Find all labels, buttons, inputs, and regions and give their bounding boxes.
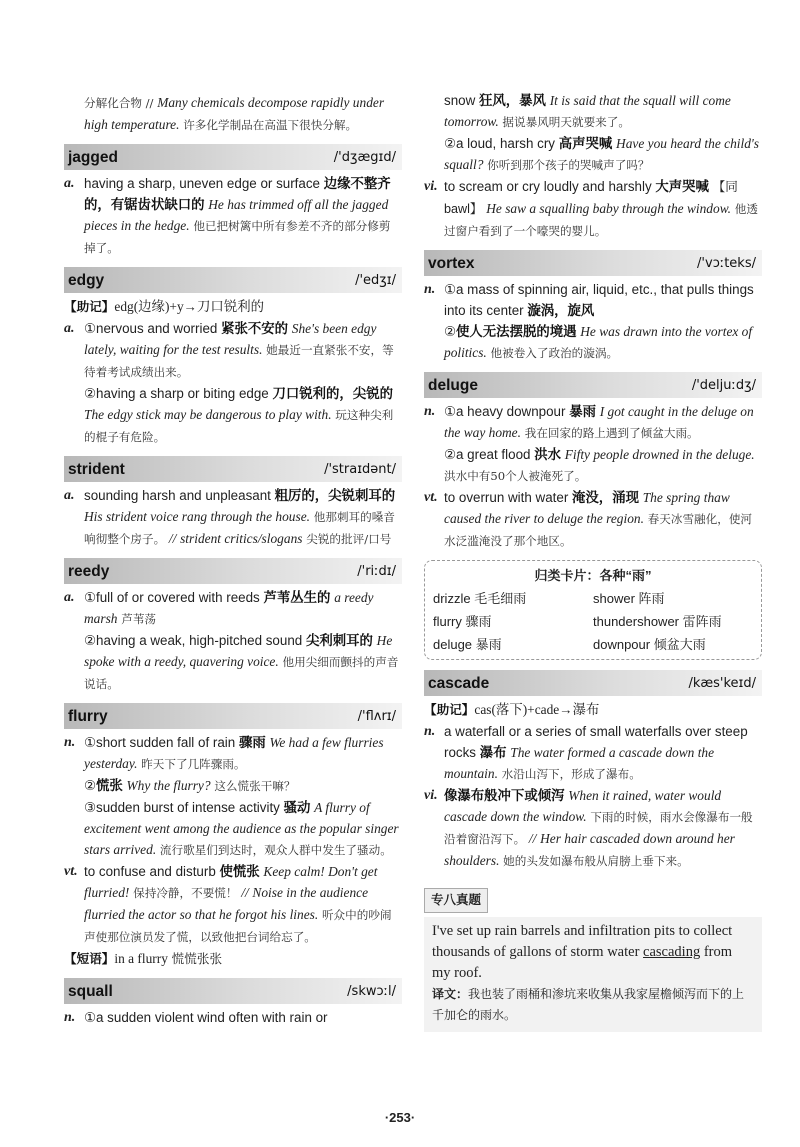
separator: // bbox=[528, 831, 537, 846]
exam-box bbox=[424, 880, 762, 1032]
chinese-meaning: 狂风，暴风 bbox=[479, 93, 546, 108]
part-of-speech: n. bbox=[424, 282, 436, 297]
headword-bar bbox=[64, 978, 402, 1004]
card-item-en: drizzle bbox=[433, 591, 471, 606]
example-translation: 他已把树篱中所有参差不齐的部分修剪掉了。 bbox=[84, 219, 391, 255]
headword-bar bbox=[64, 558, 402, 584]
translation-text: 我也装了雨桶和渗坑来收集从我家屋檐倾泻而下的上千加仑的雨水。 bbox=[432, 987, 745, 1022]
chinese-meaning: 紧张不安的 bbox=[221, 321, 289, 336]
definition: a waterfall or a series of small waterfalls over steep rocks bbox=[444, 724, 748, 760]
chinese-meaning: 瀑布 bbox=[479, 745, 507, 760]
headword: edgy bbox=[68, 272, 105, 289]
example-translation: 我在回家的路上遇到了倾盆大雨。 bbox=[524, 426, 699, 440]
separator: // bbox=[241, 885, 249, 900]
mnemonic bbox=[424, 699, 762, 721]
definition: having a sharp, uneven edge or surface bbox=[84, 176, 320, 191]
example-translation: 听众中的吵闹声使那位演员发了慌，以致他把台词给忘了。 bbox=[84, 908, 392, 944]
exam-tag: 专八真题 bbox=[424, 888, 488, 913]
phrase-tag: 【短语】 bbox=[64, 952, 115, 966]
part-of-speech: a. bbox=[64, 176, 75, 191]
card-item bbox=[593, 588, 753, 609]
example-sentence: Noise in the audience flurried the actor so that he forgot his lines. bbox=[84, 885, 369, 922]
mnemonic bbox=[64, 296, 402, 318]
example-sentence: He has trimmed off all the jagged pieces in the hedge. bbox=[84, 197, 389, 233]
mnemonic-text: cas(落下)+cade→瀑布 bbox=[474, 702, 600, 717]
chinese-meaning: 漩涡，旋风 bbox=[527, 303, 595, 318]
sense-number: ③ bbox=[84, 800, 97, 815]
entry-squall bbox=[64, 978, 402, 1028]
example-translation: 她最近一直紧张不安，等待着考试成绩出来。 bbox=[84, 343, 394, 379]
headword-bar bbox=[424, 670, 762, 696]
headword: deluge bbox=[428, 377, 478, 394]
headword-bar bbox=[64, 703, 402, 729]
phonetic: /skwɔːl/ bbox=[347, 984, 396, 999]
exam-sentence-pre: I've set up rain barrels and infiltration pits to collect thousands of gallons of storm water bbox=[432, 923, 733, 960]
definition: short sudden fall of rain bbox=[96, 735, 236, 750]
example-translation: 这么慌张干嘛？ bbox=[214, 779, 296, 793]
phonetic: /'vɔːteks/ bbox=[697, 256, 756, 271]
definition: to overrun with water bbox=[444, 490, 569, 505]
exam-underlined-word: cascading bbox=[643, 944, 701, 960]
sense-number: ① bbox=[84, 590, 97, 605]
sense-number: ② bbox=[84, 633, 97, 648]
right-column bbox=[424, 90, 762, 1032]
mnemonic-tag: 【助记】 bbox=[64, 300, 115, 314]
sense-number: ② bbox=[444, 324, 457, 339]
definition: a mass of spinning air, liquid, etc., that pulls things into its center bbox=[444, 282, 754, 318]
chinese-meaning: 暴雨 bbox=[569, 404, 596, 419]
headword: jagged bbox=[68, 149, 118, 166]
entry-deluge bbox=[424, 372, 762, 552]
chinese-meaning: 慌张 bbox=[96, 778, 123, 793]
definition: a sudden violent wind often with rain or bbox=[96, 1010, 328, 1025]
chinese-meaning: 尖利刺耳的 bbox=[305, 633, 373, 648]
phonetic: /'dʒægɪd/ bbox=[333, 150, 396, 165]
example-sentence: Fifty people drowned in the deluge. bbox=[564, 447, 755, 462]
sense-number: ② bbox=[444, 136, 457, 151]
example-sentence: She's been edgy lately, waiting for the test results. bbox=[84, 321, 377, 357]
entry-edgy bbox=[64, 267, 402, 448]
part-of-speech: a. bbox=[64, 590, 75, 605]
example-translation: 你听到那个孩子的哭喊声了吗？ bbox=[487, 158, 650, 172]
card-item-en: deluge bbox=[433, 637, 473, 652]
example-translation: 昨天下了几阵骤雨。 bbox=[141, 757, 246, 771]
part-of-speech: vi. bbox=[424, 788, 438, 803]
example-sentence: He saw a squalling baby through the window. bbox=[486, 201, 731, 216]
card-item-zh: 倾盆大雨 bbox=[653, 637, 706, 652]
example-translation: 流行歌星们到达时，观众人群中发生了骚动。 bbox=[159, 843, 392, 857]
example-translation: 据说暴风明天就要来了。 bbox=[502, 115, 630, 129]
headword: cascade bbox=[428, 675, 490, 692]
card-grid bbox=[433, 588, 753, 655]
part-of-speech: n. bbox=[424, 404, 436, 419]
headword-bar bbox=[424, 372, 762, 398]
definition: full of or covered with reeds bbox=[96, 590, 260, 605]
sense-number: ② bbox=[444, 447, 457, 462]
card-item-en: downpour bbox=[593, 637, 651, 652]
headword-bar bbox=[64, 456, 402, 482]
exam-body bbox=[424, 917, 762, 1032]
example-sentence: The water formed a cascade down the mountain. bbox=[444, 745, 715, 781]
part-of-speech: a. bbox=[64, 321, 75, 336]
example-translation: 他用尖细而颤抖的声音说话。 bbox=[84, 655, 399, 691]
card-item bbox=[593, 634, 753, 655]
sense-number: ① bbox=[444, 282, 457, 297]
card-item-zh: 毛毛细雨 bbox=[474, 591, 527, 606]
exam-sentence-post: from my roof. bbox=[432, 944, 733, 981]
separator: // bbox=[168, 531, 177, 546]
part-of-speech: vt. bbox=[64, 864, 78, 879]
definition: snow bbox=[444, 93, 476, 108]
phonetic: /kæs'keɪd/ bbox=[688, 676, 756, 691]
headword: vortex bbox=[428, 255, 475, 272]
example-phrase: strident critics/slogans bbox=[180, 531, 303, 546]
entry-vortex bbox=[424, 250, 762, 364]
chinese-meaning: 使人无法摆脱的境遇 bbox=[456, 324, 577, 339]
chinese-meaning: 像瀑布般冲下或倾泻 bbox=[444, 788, 565, 803]
example-sentence: Many chemicals decompose rapidly under high temperature. bbox=[84, 95, 385, 132]
example-translation: 玩这种尖利的棍子有危险。 bbox=[84, 408, 394, 444]
phrase-text: in a flurry bbox=[114, 951, 168, 966]
definition: having a weak, high-pitched sound bbox=[96, 633, 303, 648]
example-sentence: We had a few flurries yesterday. bbox=[84, 735, 384, 771]
example-sentence: Have you heard the child's squall? bbox=[444, 136, 759, 172]
page-number: ·253· bbox=[384, 1110, 416, 1125]
example-translation: 水沿山泻下，形成了瀑布。 bbox=[501, 767, 641, 781]
example-translation: 他那刺耳的嗓音响彻整个房子。 bbox=[84, 510, 395, 546]
card-item-zh: 暴雨 bbox=[475, 637, 502, 652]
card-item-en: flurry bbox=[433, 614, 462, 629]
phrase-meaning: 慌慌张张 bbox=[171, 952, 223, 966]
chinese-meaning: 使慌张 bbox=[219, 864, 260, 879]
example-translation: 他被卷入了政治的漩涡。 bbox=[490, 346, 619, 360]
continued-entry bbox=[64, 92, 402, 136]
example-sentence: His strident voice rang through the house. bbox=[84, 509, 311, 524]
example-translation: 他透过窗户看到了一个嚎哭的婴儿。 bbox=[444, 202, 758, 238]
example-translation: 她的头发如瀑布般从肩膀上垂下来。 bbox=[503, 854, 689, 868]
chinese-meaning: 芦苇丛生的 bbox=[263, 590, 331, 605]
example-sentence: It is said that the squall will come tomorrow. bbox=[444, 93, 731, 129]
example-sentence: He spoke with a reedy, quavering voice. bbox=[84, 633, 393, 669]
part-of-speech: vi. bbox=[424, 179, 438, 194]
entry-jagged bbox=[64, 144, 402, 259]
example-sentence: The spring thaw caused the river to deluge the region. bbox=[444, 490, 730, 526]
headword: squall bbox=[68, 983, 113, 1000]
phrase bbox=[64, 948, 402, 970]
chinese-gloss: 分解化合物 // bbox=[84, 96, 154, 110]
entry-cascade bbox=[424, 670, 762, 872]
sense-number: ② bbox=[84, 386, 97, 401]
example-translation: 保持冷静，不要慌！ bbox=[133, 886, 238, 900]
card-item-en: shower bbox=[593, 591, 635, 606]
definition: a heavy downpour bbox=[456, 404, 566, 419]
example-sentence: The edgy stick may be dangerous to play with. bbox=[84, 407, 332, 422]
part-of-speech: n. bbox=[424, 724, 436, 739]
sense-number: ② bbox=[84, 778, 97, 793]
example-translation: 春天冰雪融化，使河水泛滥淹没了那个地区。 bbox=[444, 512, 753, 548]
entry-squall-continued bbox=[424, 90, 762, 242]
chinese-meaning: 淹没，涌现 bbox=[572, 490, 639, 505]
entry-reedy bbox=[64, 558, 402, 695]
example-translation: 下雨的时候，雨水会像瀑布一般沿着窗沿泻下。 bbox=[444, 810, 753, 846]
chinese-meaning: 高声哭喊 bbox=[558, 136, 613, 151]
phonetic: /'deljuːdʒ/ bbox=[691, 378, 756, 393]
example-translation: 洪水中有50个人被淹死了。 bbox=[444, 469, 587, 483]
entry-flurry bbox=[64, 703, 402, 970]
card-item bbox=[593, 611, 753, 632]
definition: a loud, harsh cry bbox=[456, 136, 556, 151]
card-item-zh: 雷阵雨 bbox=[682, 614, 722, 629]
part-of-speech: a. bbox=[64, 488, 75, 503]
chinese-meaning: 大声哭喊 bbox=[655, 179, 709, 194]
headword-bar bbox=[64, 267, 402, 293]
translation-label: 译文： bbox=[432, 987, 469, 1001]
example-sentence: I got caught in the deluge on the way home. bbox=[444, 404, 754, 440]
chinese-meaning: 骤雨 bbox=[238, 735, 266, 750]
card-item-zh: 骤雨 bbox=[465, 614, 492, 629]
headword-bar bbox=[424, 250, 762, 276]
chinese-meaning: 边缘不整齐的，有锯齿状缺口的 bbox=[84, 176, 391, 212]
sense-number: ① bbox=[84, 735, 97, 750]
definition: sounding harsh and unpleasant bbox=[84, 488, 271, 503]
part-of-speech: n. bbox=[64, 1010, 76, 1025]
synonym-note: 【同 bawl】 bbox=[444, 180, 738, 216]
example-sentence: He was drawn into the vortex of politics. bbox=[444, 324, 753, 360]
chinese-meaning: 粗厉的，尖锐刺耳的 bbox=[274, 488, 396, 503]
headword: strident bbox=[68, 461, 125, 478]
chinese-meaning: 骚动 bbox=[283, 800, 311, 815]
card-item-zh: 阵雨 bbox=[638, 591, 665, 606]
entry-strident bbox=[64, 456, 402, 550]
phonetic: /'straɪdənt/ bbox=[324, 462, 396, 477]
definition: having a sharp or biting edge bbox=[96, 386, 269, 401]
example-sentence: A flurry of excitement went among the audience as the popular singer stars arrived. bbox=[84, 800, 399, 857]
headword: reedy bbox=[68, 563, 110, 580]
sense-number: ① bbox=[444, 404, 457, 419]
part-of-speech: vt. bbox=[424, 490, 438, 505]
category-card bbox=[424, 560, 762, 660]
card-item bbox=[433, 634, 593, 655]
definition: a great flood bbox=[456, 447, 531, 462]
chinese-meaning: 刀口锐利的，尖锐的 bbox=[272, 386, 393, 401]
part-of-speech: n. bbox=[64, 735, 76, 750]
example-sentence: When it rained, water would cascade down the window. bbox=[444, 788, 722, 824]
definition: to scream or cry loudly and harshly bbox=[444, 179, 652, 194]
phonetic: /'edʒɪ/ bbox=[355, 273, 396, 288]
example-phrase: a reedy marsh bbox=[84, 590, 374, 626]
example-translation: 尖锐的批评/口号 bbox=[306, 532, 392, 546]
mnemonic-tag: 【助记】 bbox=[424, 703, 475, 717]
phonetic: /'flʌrɪ/ bbox=[357, 709, 396, 724]
exam-translation bbox=[432, 984, 754, 1026]
card-title: 归类卡片：各种“雨” bbox=[534, 568, 652, 583]
card-item bbox=[433, 588, 593, 609]
sense-number: ① bbox=[84, 321, 97, 336]
chinese-meaning: 洪水 bbox=[534, 447, 561, 462]
phonetic: /'riːdɪ/ bbox=[357, 564, 396, 579]
example-translation: 许多化学制品在高温下很快分解。 bbox=[183, 118, 358, 132]
example-sentence: Why the flurry? bbox=[126, 778, 211, 793]
example-sentence: Her hair cascaded down around her shoulders. bbox=[444, 831, 735, 868]
sense-number: ① bbox=[84, 1010, 97, 1025]
example-translation: 芦苇荡 bbox=[121, 612, 157, 626]
headword-bar bbox=[64, 144, 402, 170]
left-column bbox=[64, 92, 402, 1036]
example-sentence: Keep calm! Don't get flurried! bbox=[84, 864, 378, 900]
headword: flurry bbox=[68, 708, 108, 725]
card-item bbox=[433, 611, 593, 632]
definition: to confuse and disturb bbox=[84, 864, 216, 879]
definition: nervous and worried bbox=[96, 321, 218, 336]
card-item-en: thundershower bbox=[593, 614, 679, 629]
mnemonic-text: edg(边缘)+y→刀口锐利的 bbox=[114, 299, 264, 314]
definition: sudden burst of intense activity bbox=[96, 800, 280, 815]
